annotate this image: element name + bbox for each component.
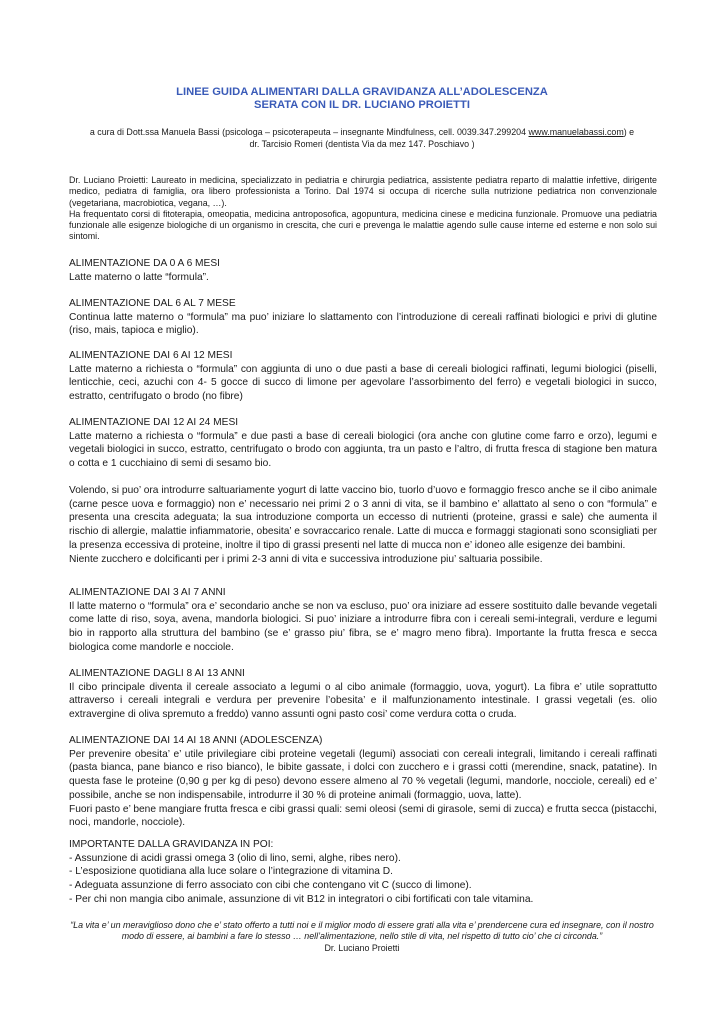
section-12-24-months	[69, 416, 657, 471]
list-item: - Adeguata assunzione di ferro associato con cibi che contengano vit C (succo di limone).	[69, 880, 472, 892]
section-heading: ALIMENTAZIONE DAI 6 AI 12 MESI	[69, 350, 233, 361]
credits-prefix: a cura di Dott.ssa Manuela Bassi (psicologa – psicoterapeuta – insegnante Mindfulness, cell. 0039.347.299204	[89, 127, 529, 137]
section-body-note: Niente zucchero e dolcificanti per i primi 2-3 anni di vita e successiva introduzione piu’ saltuaria possibile.	[69, 553, 543, 565]
author-bio-paragraph-2: Ha frequentato corsi di fitoterapia, omeopatia, medicina antroposofica, agopuntura, medicina cinese e medicina funzionale. Promuove una pediatria funzionale alle esigenze biologiche di un organismo in crescita, che curi e prevenga le malattie agendo sulle cause interne ed esterne e non solo sui sintomi.	[69, 208, 657, 242]
section-body: Volendo, si puo’ ora introdurre saltuariamente yogurt di latte vaccino bio, tuorlo d’uovo e formaggio fresco anche se il cibo animale (carne pesce uova e formaggio) non e’ necessario nei primi 2 o 3 anni di vita, se il bambino e’ allattato al seno o con “formula” e presenta una crescita adeguata; la sua introduzione comporta un eccesso di nutrienti (proteine, grassi e sale) che aumenta il rischio di allergie, malattie infiammatorie, obesita’ e sovraccarico renale. Latte di mucca e formaggi stagionati sono sconsigliati per la presenza eccessiva di proteine, inoltre il tipo di grassi presenti nel latte di mucca non e’ idoneo alle esigenze dei bambini.	[69, 485, 657, 551]
section-heading: ALIMENTAZIONE DAL 6 AL 7 MESE	[69, 298, 236, 309]
section-8-13-years	[69, 667, 657, 722]
section-body: Continua latte materno o “formula” ma puo’ iniziare lo slattamento con l’introduzione di cereali raffinati biologici e privi di glutine (riso, mais, tapioca e miglio).	[69, 311, 657, 337]
section-body: Latte materno a richiesta o “formula” e due pasti a base di cereali biologici (ora anche con glutine come farro e orzo), legumi e vegetali biologici in succo, estratto, centrifugato o brodo con aggiunta, tra un pasto e l’altro, di frutta fresca di stagione ben matura o cotta e 1 cucchiaino di semi di sesamo bio.	[69, 430, 657, 470]
list-item: - L’esposizione quotidiana alla luce solare o l’integrazione di vitamina D.	[69, 866, 393, 878]
section-6-7-months	[69, 297, 657, 338]
section-heading: ALIMENTAZIONE DAI 14 AI 18 ANNI (ADOLESCENZA)	[69, 735, 323, 746]
list-item: - Per chi non mangia cibo animale, assunzione di vit B12 in integratori o cibi fortificati con tale vitamina.	[69, 893, 534, 905]
section-heading: ALIMENTAZIONE DAI 3 AI 7 ANNI	[69, 587, 226, 598]
section-heading: ALIMENTAZIONE DAGLI 8 AI 13 ANNI	[69, 668, 245, 679]
credits	[40, 126, 684, 150]
credits-line-2: dr. Tarcisio Romeri (dentista Via da mez 147. Poschiavo )	[249, 139, 475, 149]
credits-line-1	[40, 126, 684, 138]
section-optional-foods	[69, 484, 657, 566]
list-item: - Assunzione di acidi grassi omega 3 (olio di lino, semi, alghe, ribes nero).	[69, 852, 401, 864]
credits-suffix: ) e	[623, 127, 635, 137]
section-heading: ALIMENTAZIONE DAI 12 AI 24 MESI	[69, 417, 239, 428]
document-title-line-1: LINEE GUIDA ALIMENTARI DALLA GRAVIDANZA ALL’ADOLESCENZA	[176, 86, 548, 98]
author-bio-paragraph-1: Dr. Luciano Proietti: Laureato in medicina, specializzato in pediatria e chirurgia pediatrica, assistente pediatra reparto di malattie infettive, dirigente medico, pediatra di famiglia, ora libero professionista a Torino. Dal 1974 si occupa di ricerche sulla nutrizione pediatrica non convenzionale (vegetariana, macrobiotica, vegana, …).	[69, 175, 657, 208]
quote-author: Dr. Luciano Proietti	[324, 943, 400, 953]
section-0-6-months	[69, 257, 657, 284]
section-body: Il cibo principale diventa il cereale associato a legumi o al cibo animale (formaggio, uova, yogurt). La fibra e’ utile soprattutto attraverso i cereali integrali e verdura per prevenire l’obesita’ e il malfunzionamento intestinale. I grassi vegetali (es. olio extravergine di oliva spremuto a freddo) vanno assunti ogni pasto cosi’ come verdura cotta o cruda.	[69, 681, 657, 721]
recommendation-list	[69, 852, 657, 907]
closing-quote: “La vita e’ un meraviglioso dono che e’ stato offerto a tutti noi e il miglior modo di essere grati alla vita e’ prendercene cura ed insegnare, con il nostro modo di essere, ai bambini a fare lo stesso … nell’alimentazione, nello stile di vita, nel rispetto di tutto cio’ che ci circonda.”	[70, 920, 654, 942]
document-title-line-2: SERATA CON IL DR. LUCIANO PROIETTI	[254, 99, 470, 111]
section-6-12-months	[69, 349, 657, 404]
section-heading: IMPORTANTE DALLA GRAVIDANZA IN POI:	[69, 839, 274, 850]
section-3-7-years	[69, 586, 657, 655]
section-pregnancy-onwards	[69, 838, 657, 907]
section-14-18-years	[69, 734, 657, 830]
section-body: Per prevenire obesita’ e’ utile privilegiare cibi proteine vegetali (legumi) associati con cereali integrali, limitando i cereali raffinati (pasta bianca, pane bianco e riso bianco), le bibite gassate, i dolci con zucchero e i grassi cotti (merendine, snack, patatine). In questa fase le proteine (0,90 g per kg di peso) devono essere almeno al 70 % vegetali (legumi, mandorle, nocciole, cereali) ed e’ possibile, anche se non indispensabile, introdurre il 30 % di proteine animali (formaggio, uova, latte).	[69, 748, 657, 801]
website-link[interactable]: www.manuelabassi.com	[528, 127, 624, 137]
author-bio	[69, 175, 657, 243]
section-body: Latte materno o latte “formula”.	[69, 271, 209, 283]
section-heading: ALIMENTAZIONE DA 0 A 6 MESI	[69, 258, 220, 269]
section-body: Il latte materno o “formula” ora e’ secondario anche se non va escluso, puo’ ora iniziare ad essere sostituito dalle bevande vegetali come latte di riso, soya, avena, mandorla biologici. Si puo’ iniziare a introdurre fibra con i cereali semi-integrali, verdure e legumi bio in rapporto alla struttura del bambino (se e’ grasso piu’ fibra, se e’ magro meno fibra). Importante la frutta fresca e secca biologica come mandorle e nocciole.	[69, 600, 657, 653]
section-body: Latte materno a richiesta o “formula” con aggiunta di uno o due pasti a base di cereali biologici raffinati, legumi biologici (piselli, lenticchie, ceci, azuchi con 4- 5 gocce di succo di limone per agevolare l’assorbimento del ferro) e vegetali biologici in succo, estratto, centrifugato o brodo (no fibre)	[69, 363, 657, 403]
section-body-snacks: Fuori pasto e’ bene mangiare frutta fresca e cibi grassi quali: semi oleosi (semi di girasole, semi di zucca) e frutta secca (pistacchi, noci, mandorle, nocciole).	[69, 803, 657, 829]
